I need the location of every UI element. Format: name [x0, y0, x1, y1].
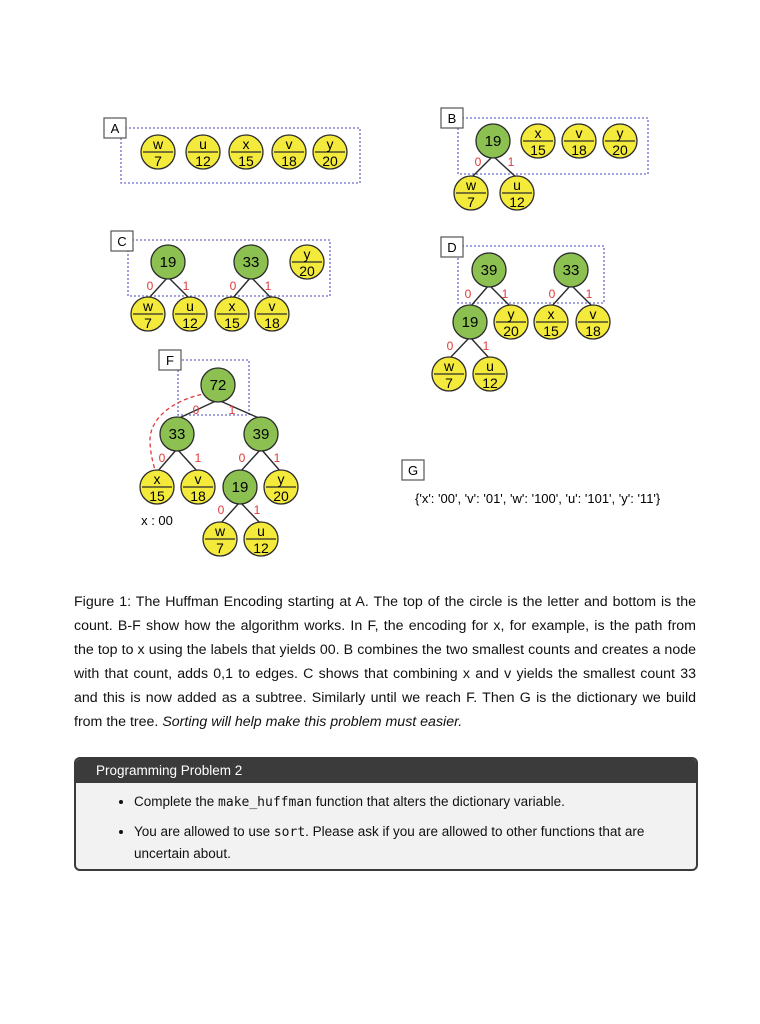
panel-f-edge-label-6: 0	[217, 503, 225, 517]
panel-b-node-19-count: 19	[484, 133, 502, 150]
panel-c-node-y-count: 20	[299, 263, 315, 279]
panel-b-edge-label-0: 0	[474, 155, 482, 169]
panel-c-node-19	[151, 245, 185, 279]
figure-caption	[74, 590, 696, 734]
panel-a-label	[104, 118, 126, 138]
svg-text:A: A	[110, 121, 120, 136]
panel-b-edge-label-1: 1	[507, 155, 515, 169]
panel-b-node-y-count: 20	[612, 142, 628, 158]
problem-item-2: • You are allowed to use sort. Please ask if you are allowed to other functions that are uncertain about.	[134, 821, 676, 864]
make-huffman-code: make_huffman	[218, 795, 312, 810]
panel-b-node-u	[500, 176, 534, 210]
panel-c-node-x	[215, 297, 249, 331]
panel-d-edge-label-4: 0	[446, 339, 454, 353]
panel-f-edge-label-7: 1	[253, 503, 261, 517]
panel-a-node-y	[313, 135, 347, 169]
panel-d-node-x-count: 15	[543, 323, 559, 339]
programming-problem-box	[74, 757, 698, 871]
panel-f-node-u	[244, 522, 278, 556]
panel-f-note: x : 00	[141, 513, 173, 528]
svg-text:D: D	[447, 240, 457, 255]
panel-d-node-39	[472, 253, 506, 287]
panel-c-label	[111, 231, 133, 251]
panel-f-edge-label-0: 0	[192, 403, 200, 417]
panel-f-node-v	[181, 470, 215, 504]
caption-text: Figure 1: The Huffman Encoding starting at A. The top of the circle is the letter and bottom is the count. B-F show how the algorithm works. In F, the encoding for x, for example, is the path from the top to x using the labels that yields 00. B combines the two smallest counts and creates a node with that count, adds 0,1 to edges. C shows that combining x and v yields the smallest count 33 and this is now added as a subtree. Similarly until we reach F. Then G is the dictionary we build from the tree.	[74, 594, 696, 730]
panel-d-node-w-letter: w	[443, 358, 455, 374]
panel-f-node-39	[244, 417, 278, 451]
panel-f-edge-label-4: 0	[238, 451, 246, 465]
panel-c-node-u-letter: u	[186, 298, 194, 314]
panel-f-node-w-count: 7	[216, 540, 224, 556]
panel-b-node-u-count: 12	[509, 194, 525, 210]
panel-b-node-x-letter: x	[534, 125, 542, 141]
panel-f-edge-label-2: 0	[158, 451, 166, 465]
panel-c-node-u-count: 12	[182, 315, 198, 331]
panel-a-node-y-letter: y	[326, 136, 334, 152]
panel-b-label	[441, 108, 463, 128]
panel-d-node-u	[473, 357, 507, 391]
panel-b-node-v-letter: v	[575, 125, 583, 141]
panel-b-node-x	[521, 124, 555, 158]
panel-f-node-y-letter: y	[277, 471, 285, 487]
panel-c-node-x-letter: x	[228, 298, 236, 314]
panel-f-node-u-letter: u	[257, 523, 265, 539]
panel-a-node-v-count: 18	[281, 153, 297, 169]
panel-d-edge-label-1: 1	[501, 287, 509, 301]
panel-f-node-72-count: 72	[209, 377, 227, 394]
panel-c-edge-label-2: 0	[229, 279, 237, 293]
panel-a-node-w	[141, 135, 175, 169]
panel-b-node-w-letter: w	[465, 177, 477, 193]
panel-c-edge-label-3: 1	[264, 279, 272, 293]
panel-c-node-w-count: 7	[144, 315, 152, 331]
panel-b-node-w	[454, 176, 488, 210]
panel-f-node-x-letter: x	[153, 471, 161, 487]
problem-item-1: • Complete the make_huffman function that alters the dictionary variable.	[134, 791, 676, 813]
panel-d-edge-label-0: 0	[464, 287, 472, 301]
panel-d-label	[441, 237, 463, 257]
panel-f-node-y-count: 20	[273, 488, 289, 504]
panel-d-node-33-count: 33	[562, 262, 580, 279]
panel-f-edge-label-1: 1	[228, 403, 236, 417]
svg-text:C: C	[117, 234, 127, 249]
panel-d-node-39-count: 39	[480, 262, 498, 279]
panel-c-node-y	[290, 245, 324, 279]
panel-d-node-y	[494, 305, 528, 339]
panel-d-edge-label-5: 1	[482, 339, 490, 353]
panel-d-node-u-letter: u	[486, 358, 494, 374]
panel-c-node-w	[131, 297, 165, 331]
panel-d-edge-label-3: 1	[585, 287, 593, 301]
panel-a-node-u-letter: u	[199, 136, 207, 152]
panel-f-label	[159, 350, 181, 370]
panel-f-node-w	[203, 522, 237, 556]
panel-f-edge-1	[218, 400, 261, 419]
panel-d-node-u-count: 12	[482, 375, 498, 391]
panel-f-node-y	[264, 470, 298, 504]
panel-d-node-33	[554, 253, 588, 287]
panel-a-node-w-letter: w	[152, 136, 164, 152]
panel-c-node-v	[255, 297, 289, 331]
caption-emphasis: Sorting will help make this problem must easier.	[162, 714, 463, 730]
problem-box-title: Programming Problem 2	[76, 759, 696, 783]
panel-c-node-33	[234, 245, 268, 279]
panel-c-node-19-count: 19	[159, 254, 177, 271]
panel-f-node-39-count: 39	[252, 426, 270, 443]
panel-g-dictionary: {'x': '00', 'v': '01', 'w': '100', 'u': '101', 'y': '11'}	[415, 491, 661, 506]
svg-text:F: F	[166, 353, 174, 368]
panel-d-node-y-count: 20	[503, 323, 519, 339]
panel-b-node-y-letter: y	[616, 125, 624, 141]
panel-d-node-v-letter: v	[589, 306, 597, 322]
panel-b-node-v-count: 18	[571, 142, 587, 158]
panel-f-node-w-letter: w	[214, 523, 226, 539]
panel-g-label	[402, 460, 424, 480]
panel-b-node-u-letter: u	[513, 177, 521, 193]
panel-c-node-33-count: 33	[242, 254, 260, 271]
panel-a-node-y-count: 20	[322, 153, 338, 169]
panel-f-node-x-count: 15	[149, 488, 165, 504]
panel-f-node-x	[140, 470, 174, 504]
panel-b-node-v	[562, 124, 596, 158]
panel-a-node-x-count: 15	[238, 153, 254, 169]
panel-c-node-v-count: 18	[264, 315, 280, 331]
problem-list	[76, 791, 696, 864]
panel-c-node-u	[173, 297, 207, 331]
panel-d-node-v	[576, 305, 610, 339]
panel-d-node-w-count: 7	[445, 375, 453, 391]
panel-a-node-x	[229, 135, 263, 169]
panel-f-node-33	[160, 417, 194, 451]
panel-c-node-v-letter: v	[268, 298, 276, 314]
panel-f-edge-label-3: 1	[194, 451, 202, 465]
panel-d-node-x	[534, 305, 568, 339]
panel-f-node-33-count: 33	[168, 426, 186, 443]
panel-b-node-w-count: 7	[467, 194, 475, 210]
panel-b-node-x-count: 15	[530, 142, 546, 158]
panel-f-node-u-count: 12	[253, 540, 269, 556]
panel-d-node-y-letter: y	[507, 306, 515, 322]
panel-f-node-72	[201, 368, 235, 402]
svg-text:G: G	[407, 463, 419, 478]
panel-a-node-v-letter: v	[285, 136, 293, 152]
panel-c-node-y-letter: y	[303, 246, 311, 262]
panel-d-edge-0	[470, 285, 489, 307]
panel-f-node-v-count: 18	[190, 488, 206, 504]
panel-d-node-19	[453, 305, 487, 339]
panel-c-node-w-letter: w	[142, 298, 154, 314]
panel-c-edge-label-1: 1	[182, 279, 190, 293]
sort-code: sort	[273, 825, 306, 840]
panel-f-node-v-letter: v	[194, 471, 202, 487]
panel-d-node-v-count: 18	[585, 323, 601, 339]
panel-d-node-w	[432, 357, 466, 391]
panel-d-node-19-count: 19	[461, 314, 479, 331]
panel-d-node-x-letter: x	[547, 306, 555, 322]
panel-a-node-u	[186, 135, 220, 169]
panel-f-node-19	[223, 470, 257, 504]
panel-b-node-y	[603, 124, 637, 158]
panel-c-edge-label-0: 0	[146, 279, 154, 293]
panel-b-node-19	[476, 124, 510, 158]
panel-d-edge-label-2: 0	[548, 287, 556, 301]
panel-a-node-v	[272, 135, 306, 169]
panel-c-node-x-count: 15	[224, 315, 240, 331]
panel-a-node-u-count: 12	[195, 153, 211, 169]
panel-f-node-19-count: 19	[231, 479, 249, 496]
panel-a-node-x-letter: x	[242, 136, 250, 152]
panel-f-edge-label-5: 1	[273, 451, 281, 465]
svg-text:B: B	[447, 111, 457, 126]
panel-a-node-w-count: 7	[154, 153, 162, 169]
